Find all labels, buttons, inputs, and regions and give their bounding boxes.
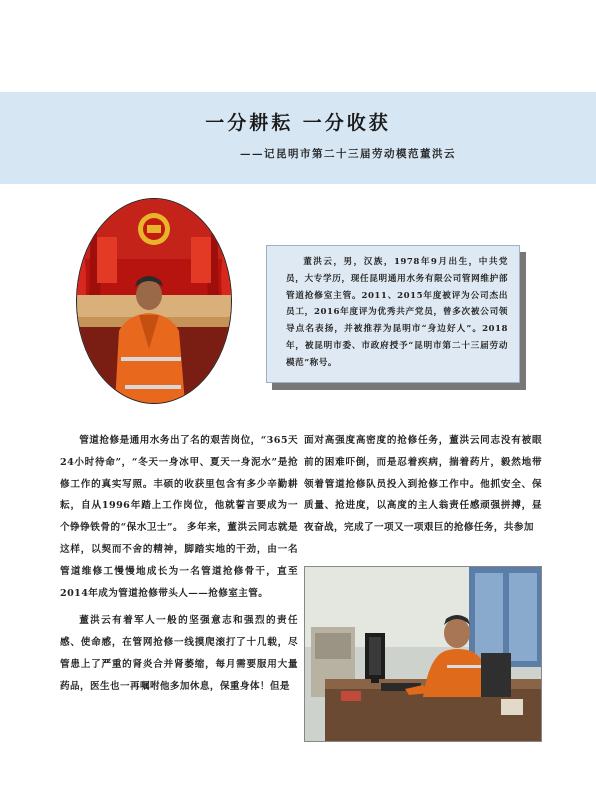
office-photo xyxy=(304,566,542,742)
article-right-column xyxy=(304,430,542,539)
bio-text: 董洪云，男，汉族，1978年9月出生，中共党员，大专学历，现任昆明通用水务有限公司管网维护部管道抢修室主管。2011、2015年度被评为公司杰出员工，2016年度评为优秀共产党员，曾多次被公司领导点名表扬，并被推荐为昆明市“身边好人”。2018年，被昆明市委、市政府授予“昆明市第二十三届劳动模范”称号。 xyxy=(286,257,508,368)
page-subtitle: ——记昆明市第二十三届劳动模范董洪云 xyxy=(240,148,456,160)
article-paragraph: 董洪云有着军人一般的坚强意志和强烈的责任感、使命感，在管网抢修一线摸爬滚打了十几载，尽管患上了严重的肾炎合并肾萎缩，每月需要服用大量药品，医生也一再嘱咐他多加休息，保重身体！但是 xyxy=(60,615,298,692)
article-paragraph: 面对高强度高密度的抢修任务，董洪云同志没有被眼前的困难吓倒，而是忍着疾病，揣着药片，毅然地带领着管道抢修队员投入到抢修工作中。他抓安全、保质量、抢进度，以高度的主人翁责任感顽强拼搏，昼夜奋战，完成了一项又一项艰巨的抢修任务，共参加 xyxy=(304,435,542,534)
portrait-photo xyxy=(76,198,232,404)
page-title: 一分耕耘 一分收获 xyxy=(205,112,391,134)
article-paragraph: 管道抢修是通用水务出了名的艰苦岗位，“365天24小时待命”，“冬天一身冰甲、夏天一身泥水”是抢修工作的真实写照。丰硕的收获里包含有多少辛勤耕耘，自从1996年踏上工作岗位，他就誓言要成为一个铮铮铁骨的“保水卫士”。 多年来，董洪云同志就是这样，以契而不舍的精神，脚踏实地的干劲，由一名管道维修工慢慢地成长为一名管道抢修骨干，直至2014年成为管道抢修带头人——抢修室主管。 xyxy=(60,435,298,599)
article-left-column xyxy=(60,430,298,698)
title-band xyxy=(0,92,596,184)
